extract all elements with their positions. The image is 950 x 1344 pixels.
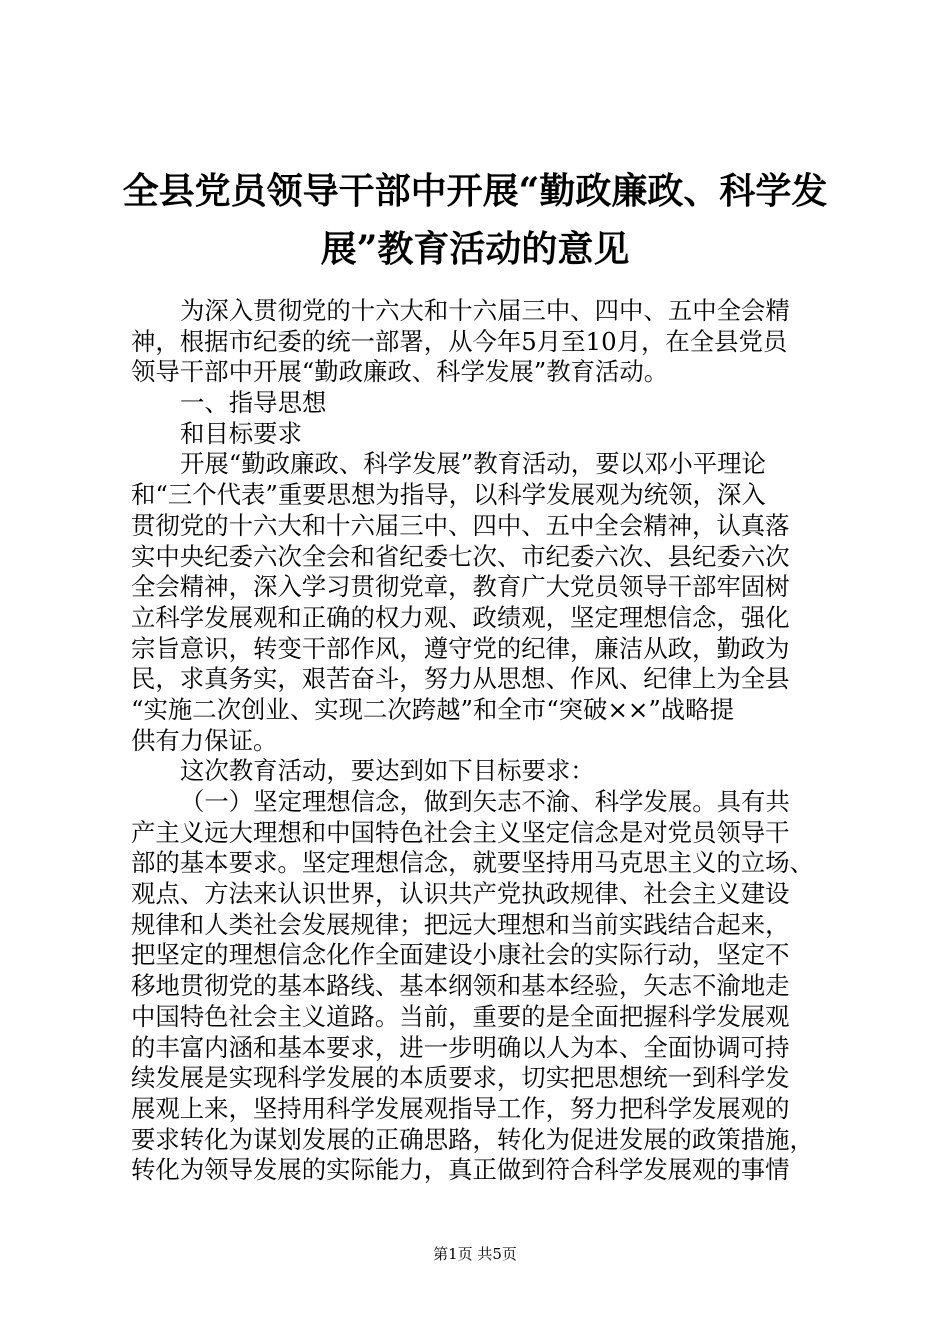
body-text-line: 要求转化为谋划发展的正确思路，转化为促进发展的政策措施， — [131, 1124, 814, 1154]
body-text-line: 和“三个代表”重要思想为指导，以科学发展观为统领，深入 — [131, 480, 766, 510]
body-text-line: 神，根据市纪委的统一部署，从今年5月至10月，在全县党员 — [131, 326, 788, 356]
body-text-line: 观点、方法来认识世界，认识共产党执政规律、社会主义建设 — [131, 879, 790, 909]
body-text-line: 这次教育活动，要达到如下目标要求： — [180, 756, 595, 786]
body-text-line: 贯彻党的十六大和十六届三中、四中、五中全会精神，认真落 — [131, 510, 790, 540]
document-title-line-1: 全县党员领导干部中开展“勤政廉政、科学发 — [122, 170, 828, 212]
document-title-line-2: 展”教育活动的意见 — [320, 228, 630, 270]
body-text-line: 移地贯彻党的基本路线、基本纲领和基本经验，矢志不渝地走 — [131, 971, 790, 1001]
body-text-line: 把坚定的理想信念化作全面建设小康社会的实际行动，坚定不 — [131, 940, 790, 970]
body-text-line: 为深入贯彻党的十六大和十六届三中、四中、五中全会精 — [180, 296, 790, 325]
body-text-line: 开展“勤政廉政、科学发展”教育活动，要以邓小平理论 — [180, 449, 766, 479]
body-text-line: 产主义远大理想和中国特色社会主义坚定信念是对党员领导干 — [131, 817, 790, 847]
body-text-line: 立科学发展观和正确的权力观、政绩观，坚定理想信念，强化 — [131, 602, 790, 632]
body-text-line: 一、指导思想 — [180, 388, 327, 418]
body-text-line: 部的基本要求。坚定理想信念，就要坚持用马克思主义的立场、 — [131, 848, 814, 878]
body-text-line: 实中央纪委六次全会和省纪委七次、市纪委六次、县纪委六次 — [131, 541, 790, 571]
body-text-line: 全会精神，深入学习贯彻党章，教育广大党员领导干部牢固树 — [131, 572, 790, 602]
body-text-line: （一）坚定理想信念，做到矢志不渝、科学发展。具有共 — [180, 787, 790, 816]
document-body — [131, 296, 831, 1186]
body-text-line: 供有力保证。 — [131, 725, 278, 755]
body-text-line: 中国特色社会主义道路。当前，重要的是全面把握科学发展观 — [131, 1001, 790, 1031]
body-text-line: 宗旨意识，转变干部作风，遵守党的纪律，廉洁从政，勤政为 — [131, 633, 790, 663]
page-footer: 第1页 共5页 — [433, 1245, 517, 1263]
body-text-line: 领导干部中开展“勤政廉政、科学发展”教育活动。 — [131, 357, 669, 387]
body-text-line: “实施二次创业、实现二次跨越”和全市“突破××”战略提 — [131, 694, 734, 724]
body-text-line: 续发展是实现科学发展的本质要求，切实把思想统一到科学发 — [131, 1063, 790, 1093]
body-text-line: 民，求真务实，艰苦奋斗，努力从思想、作风、纪律上为全县 — [131, 664, 790, 694]
body-text-line: 的丰富内涵和基本要求，进一步明确以人为本、全面协调可持 — [131, 1032, 790, 1062]
body-text-line: 展观上来，坚持用科学发展观指导工作，努力把科学发展观的 — [131, 1093, 790, 1123]
body-text-line: 和目标要求 — [180, 418, 302, 448]
body-text-line: 规律和人类社会发展规律；把远大理想和当前实践结合起来， — [131, 909, 790, 939]
body-text-line: 转化为领导发展的实际能力，真正做到符合科学发展观的事情 — [131, 1155, 790, 1185]
